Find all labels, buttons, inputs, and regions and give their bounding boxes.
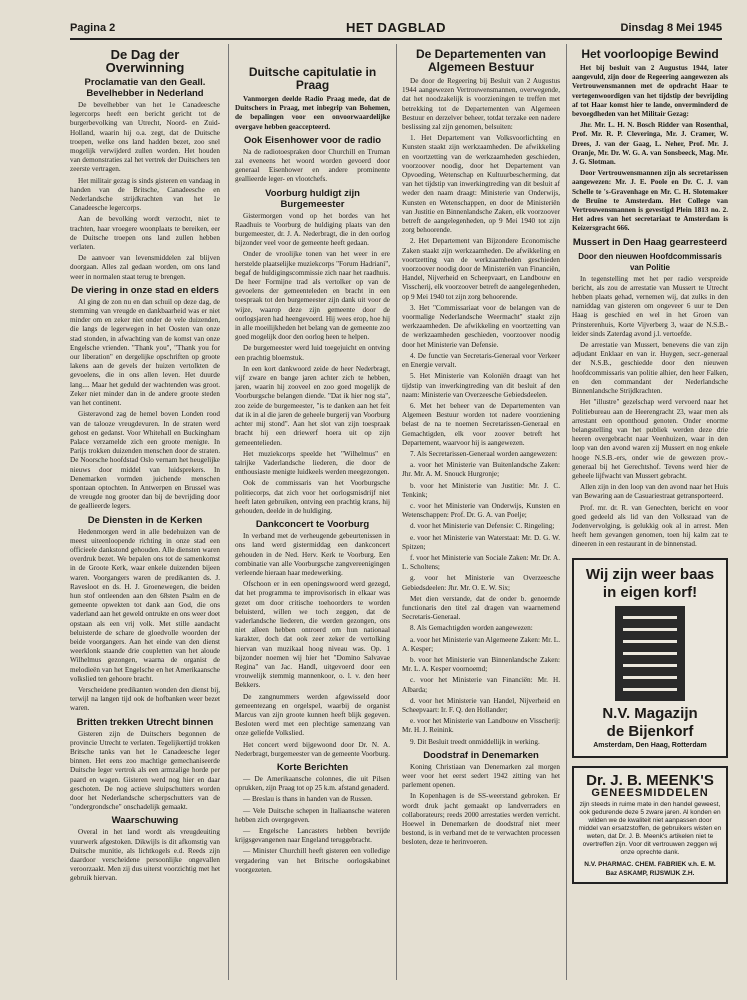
article-paragraph: 1. Het Departement van Volksvoorlichting en Kunsten staakt zijn werkzaamheden. De afwikkeling en voortzetting van de werkzaamheden geschieden, voorzoover noodig, door het Departement van Opvoeding, Wetenschap en Kultuurbescherming, dat van het tijdstip van inwerkingtreding van dit besluit af weder den naam draagt: Ministerie van Onderwijs, Kunsten en Wetenschappen, en door de Ministeriën van Justitie en Binnenlandsche Zaken, elk voorzoover betreft de aangelegenheden, op 9 Mei 1940 tot zijn zorg behoorende. [402,134,560,235]
ad-brand: Dr. J. B. MEENK'S [586,771,714,789]
column-4 [572,44,728,990]
news-item: — De Amerikaansche colonnes, die uit Pilsen oprukken, zijn Praag tot op 25 k.m. afstand genaderd. [235,775,390,793]
newspaper-title: HET DAGBLAD [345,20,447,35]
list-item: f. voor het Ministerie van Sociale Zaken: Mr. Dr. A. L. Scholtens; [402,553,560,572]
column-rule [566,44,567,980]
headline-british-utrecht: Britten trekken Utrecht binnen [76,716,214,728]
article-paragraph: In tegenstelling met het per radio verspreide bericht, als zou de arrestatie van Mussert te Utrecht hebben plaats gehad, vernemen wij, dat zulks in den namiddag van gisteren om ongeveer 6 uur te Den Haag is geschied en wel in het Groen van Prinsterenhuis, Korte Vijverberg 3, waar de N.S.B.-leider sinds Zaterdag avond j.l. vertoefde. [572,274,728,338]
meenk-advertisement [572,766,728,885]
headline-victory-day: De Dag der Overwinning [105,47,185,75]
article-paragraph: Ofschoon er in een openingswoord werd gezegd, dat het programma te improvisorisch in elkaar was gezet om door critische toehoorders te worden beluisterd, willen we toch zeggen, dat de vaderlandsche liederen, die werden gezongen, ons niet alleen hebben ontroerd om hun nationaal karakter, doch dat ook zeer zeker de vertolking hiervan van muzikaal hoog niveau was. Op. 1 bijzonder noemen wij hier het "Domino Salvavae Regina" van Jac. Handl, uitgevoerd door een vrouwelijk stemmig mannenkoor, o. l. v. den heer Bekkers. [235,580,390,690]
headline-voorburg-mayor: Voorburg huldigt zijn Burgemeester [265,187,360,210]
beehive-building-icon [615,606,685,701]
headline-death-penalty-denmark: Doodstraf in Denemarken [423,749,539,761]
list-item: g. voor het Ministerie van Overzeesche Gebiedsdeelen: Jhr. Mr. O. E. W. Six; [402,574,560,592]
ad-company-name-2: de Bijenkorf [606,722,694,740]
article-paragraph: Het "illustre" gezelschap werd vervoerd naar het Politiebureau aan de Heerengracht 23, waar men als arrestant een oponthoud genoten. Onder enorme belangstelling van het publiek werden deze drie heeren overgebracht naar Veenhuizen, waar in den loop van den avond waren zij Mussert en nog enkele hooge N.S.B.-ers, onder wie de gewezen prov.-generaal bij het Gerechtshof. Tevens werd hier de geheele lijfwacht van Mussert gebracht. [572,398,728,480]
article-paragraph: Met dien verstande, dat de onder b. genoemde functionaris den titel zal dragen van waarnemend Secretaris-Generaal. [402,594,560,622]
list-item: b. voor het Ministerie van Justitie: Mr. J. C. Tenkink; [402,481,560,499]
article-paragraph: 2. Het Departement van Bijzondere Economische Zaken staakt zijn werkzaamheden. De afwikkeling en voortzetting van de werkzaamheden geschieden voorzoover noodig door de Ministeriën van Financiën, Handel, Nijverheid en Scheepvaart, en Landbouw en Visscherij, elk voorzoover betreft de aangelegenheden, op 9 Mei 1940 tot zijn zorg behoorende. [402,237,560,301]
masthead [70,20,722,40]
headline-thanks-concert: Dankconcert te Voorburg [255,519,370,531]
column-rule [396,44,397,980]
article-paragraph: De aanvoer van levensmiddelen zal blijven doorgaan. Alles zal gedaan worden, om ons land weer in normalen staat terug te brengen. [70,254,220,281]
article-paragraph: 4. De functie van Secretaris-Generaal voor Verkeer en Energie vervalt. [402,351,560,370]
column-1 [70,44,220,990]
bijenkorf-advertisement [572,558,728,758]
article-paragraph: Onder de vroolijke tonen van het weer in ere herstelde plaatselijke muziekcorps "Forum Hadriani", begaf de huldigingscommissie zich naar het raadhuis. De heer Formijne trad als vertolker op van de gevoelens der gemeenteleden en bracht in een toespraak tot den burgemeester zijn dank uit voor de wijze, waarop deze zijn gemeente door de oorlogsjaren had heengevoerd. Hij wees erop, hoe hij in alle moeilijkheden het belang van de gemeente zoo goed mogelijk door den oorlog heen te helpen. [235,250,390,342]
article-paragraph: De zangnummers werden afgewisseld door gemeentezang en orgelspel, waarbij de organist Marcus van zijn groote kunnen heeft blijk gegeven. Besloten werd met een plechtige samenzang van onze geliefde Volkslied. [235,692,390,738]
article-paragraph: Ook de commissaris van het Voorburgsche politiecorps, dat zich voor het oorlogsmisdrijf niet heeft laten gebruiken, ontving een prachtig krans, hij gehouden, deelde in de huldiging. [235,479,390,515]
ad-slogan-line2: in eigen korf! [602,583,698,601]
article-paragraph: Hedenmorgen werd in alle bedehuizen van de meest uiteenloopende richting in onze stad een officieele dankstond gehouden. Alle diensten waren overdruk bezet. We bepalen ons tot de samenkomst in de Groote Kerk, waar enkele duizenden bijeen waren. Voorgangers waren de predikanten ds. J. Ravesloot en ds. H. J. Groenewegen, die beiden hun stof ontleenden aan den 68sten Psalm en de gemeente opwekten tot dank aan God, die ons vaderland aan het geweld ontrukte en ons weer doet opstaan als een vrij volk. Met stille aandacht beluisterde de schare de gloedvolle woorden der beide voorgangers. Aan het einde van den dienst weerklonk staande drie coupletten van het aloude Wilhelmus gezongen, waarna de organist de melodieën van het Engelsche en het Amerikaansche volkslied ten gehoore bracht. [70,527,220,683]
news-item: — Engelsche Lancasters hebben bevrijde krijgsgevangenen naar Engeland teruggebracht. [235,827,390,845]
news-item: — Breslau is thans in handen van de Russen. [243,795,373,804]
article-paragraph: Gistermorgen vond op het bordes van het Raadhuis te Voorburg de huldiging plaats van den burgemeester, dr. J. A. Nederbragt, die in den oorlog bijzonder veel voor de gemeente heeft gedaan. [235,211,390,248]
article-paragraph: Door Vertrouwensmannen zijn als secretarissen aangewezen: Mr. J. E. Poole en Dr. C. J. van Schelle te 's-Gravenhage en Mr. C. H. Slotemaker de Bruïne te Amsterdam. Het College van Vertrouwensmannen is gevestigd Plein 1813 no. 2. Het adres van het secretariaat te Amsterdam is Keizersgracht 666. [572,169,728,233]
headline-prague-capitulation: Duitsche capitulatie in Praag [248,65,377,92]
article-paragraph: 9. Dit Besluit treedt onmiddellijk in werking. [410,737,540,746]
article-paragraph: Na de radiotoespraken door Churchill en Truman zal eveneens het woord worden gevoerd door generaal Eisenhower en andere prominente geallieerde leger- en vlootchefs. [235,147,390,184]
news-item: — Vele Duitsche schepen in Italiaansche wateren hebben zich overgegeven. [235,806,390,824]
list-item: d. voor het Ministerie van Defensie: C. Ringeling; [410,522,555,531]
article-paragraph: De bevelhebber van het 1e Canadeesche legercorps heeft een bericht gericht tot de burgerbevolking van Utrecht, Noord- en Zuid-Holland, waarin hij o.a. zegt, dat de Duitsche troepen, welke ons land hadden bezet, zoo snel mogelijk verwijderd zullen worden. Het houden van demonstraties zal het vertrek der Duitschers ten zeerste vertragen. [70,101,220,174]
article-paragraph: Jhr. Mr. L. H. N. Bosch Ridder van Rosenthal, Prof. Mr. R. P. Cleveringa, Mr. J. Cramer, W. Drees, J. van der Gaag, L. Neher, Prof. Mr. J. Oranje, Mr. Dr. W. G. A. van Sonsbeeck, Mag. Mr. J. G. Slotman. [572,121,728,167]
list-item: c. voor het Ministerie van Financiën: Mr. H. Albarda; [402,676,560,694]
article-paragraph: De door de Regeering bij Besluit van 2 Augustus 1944 aangewezen Vertrouwensmannen, overwegende, dat het noodzakelijk is voorzieningen te treffen met betrekking tot de Departementen van Algemeen Bestuur en derzelver beheer, totdat terzake een nadere beslissing zal zijn genomen, belsuiten: [402,77,560,132]
list-item: e. voor het Ministerie van Waterstaat: Mr. D. G. W. Spitzen; [402,533,560,551]
column-3 [402,44,560,990]
article-paragraph: Prof. mr. dr. R. van Genechten, bericht en voor goed gedeeld als lid van den Volksraad van de Jodenvervolging, is gelukkig ook al in arrest. Men heeft hem gevangen genomen, toen hij kalm zat te dineeren in een restaurant in de binnenstad. [572,503,728,549]
ad-body: zijn steeds in ruime mate in den handel geweest, ook gedurende deze 5 zware jaren. Al konden en wilden we de kwaliteit niet aanpassen door middel van ersatzstoffen, de gebruikers wisten en weten, dat Dr. J. B. Meenk's artikelen niet te overtreffen zijn. Voor dit vertrouwen zeggen wij onze oprechte dank. [578,800,722,856]
article-paragraph: In een kort dankwoord zeide de heer Nederbragt, vijf zware en bange jaren achter zich te hebben, jaren, waarin hij zooveel en zoo goed mogelijk de Voorburgsche belangen diende. "Dat ik hier nog sta", zoo zeide de burgemeester, "is te danken aan het feit dat ik in al die jaren de geheele burgerij van Voorburg achter mij stond". Aan het slot van zijn toespraak bracht hij een driewerf hoera uit op zijn gemeentelieden. [235,364,390,447]
headline-warning: Waarschuwing [111,815,179,827]
list-item: c. voor het Ministerie van Onderwijs, Kunsten en Wetenschappen: Prof. Dr. G. A. van Poelje; [402,501,560,520]
article-paragraph: De arrestatie van Mussert, benevens die van zijn adjudant Enklaar en van ir. Huygen, secr.-generaal der N.S.B., geschiedde door den nieuwen hoofdcommissaris van politie alhier, den heer Falken, en den commandant der Nederlandsche Binnenlandsche Strijdkrachten. [572,341,728,396]
ad-company-name: N.V. Magazijn [602,704,698,722]
article-paragraph: In verband met de verheugende gebeurtenissen in ons land werd gistermiddag een dankconcert gehouden in de Ned. Herv. Kerk te Voorburg. Een combinatie van alle Voorburgsche zangvereenigingen verleende hieraan haar medewerking. [235,532,390,577]
subheadline-police-commissioner: Door den nieuwen Hoofdcommissaris van Politie [578,251,722,272]
headline-eisenhower: Ook Eisenhower voor de radio [243,134,382,146]
page-number: Pagina 2 [70,22,116,34]
headline-provisional-government: Het voorloopige Bewind [581,47,719,61]
article-paragraph: 3. Het "Commissariaat voor de belangen van de voormalige Nederlandsche Weermacht" staakt zijn werkzaamheden. De afwikkeling en voortzetting van de werkzaamheden geschieden, voorzoover noodig door het Ministerie van Defensie. [402,303,560,349]
list-item: d. voor het Ministerie van Handel, Nijverheid en Scheepvaart: Ir. F. Q. den Hollander; [402,696,560,714]
list-item: b. voor het Ministerie van Binnenlandsche Zaken: Mr. L. A. Kesper voornoemd; [402,655,560,674]
headline-mussert-arrested: Mussert in Den Haag gearresteerd [572,236,728,248]
article-paragraph: Aan de bevolking wordt verzocht, niet te trachten, haar vroegere woonplaats te bereiken, eer de Duitsche troepen ons land zullen hebben verlaten. [70,215,220,252]
headline-proclamation: Proclamatie van den Geall. Bevelhebber in Nederland [84,77,206,99]
article-paragraph: Het concert werd bijgewoond door Dr. N. A. Nederbragt, burgemeester van de gemeente Voorburg. [235,740,390,758]
list-item: a. voor het Ministerie van Algemeene Zaken: Mr. L. A. Kesper; [402,635,560,653]
ad-slogan-line1: Wij zijn weer baas [585,565,715,583]
article-paragraph: Overal in het land wordt als vreugdeuiting vuurwerk afgestoken. Dikwijls is dit afkomstig van Duitsche munitie, als lichtkogels e.d. Reeds zijn daardoor verscheidene persoonlijke ongevallen veroorzaakt. Men zij dus uiterst voorzichtig met het gebruik hiervan. [70,828,220,883]
list-item: a. voor het Ministerie van Buitenlandsche Zaken: Jhr. Mr. A. M. Snouck Hurgronje; [402,461,560,479]
column-rule [228,44,229,980]
ad-locations: Amsterdam, Den Haag, Rotterdam [593,741,707,749]
article-paragraph: 7. Als Secretarissen-Generaal worden aangewezen: [410,449,558,458]
headline-celebration: De viering in onze stad en elders [71,284,219,296]
ad-footer: N.V. PHARMAC. CHEM. FABRIEK v.h. E. M. Baz ASKAMP, RIJSWIJK Z.H. [584,860,716,878]
article-paragraph: 8. Als Gemachtigden worden aangewezen: [410,624,533,633]
headline-departments: De Departementen van Algemeen Bestuur [415,47,547,74]
article-paragraph: Al ging de zon nu en dan schuil op deze dag, de stemming van vreugde en dankbaarheid was er niet minder om en zeker niet onder de vele duizenden, die langs de legerwegen in het Oosten van onze stad stonden, in afwachting van de komst van onze Engelsche vrienden. "Thank you", "Thank you for our liberation" en dergelijke opschriften op groote lakens aan de gevels der huizen vertolkten de gevoelens, die in ons allen leven. Het duurde lang.... Maar het geduld der wachtenden was groot. Zeker niet minder dan in de andere groote steden van het continent. [70,297,220,408]
column-2 [235,44,390,990]
article-paragraph: Het bij besluit van 2 Augustus 1944, later aangevuld, zijn door de Regeering aangewezen als Vertrouwensmannen met de opdracht Haar te vertegenwoordigen van het tijdstip der bevrijding af tot Haar komst hier te lande, onverminderd de bevoegdheden van het Militair Gezag: [572,64,728,119]
article-paragraph: Gisteravond zag de hemel boven Londen rood van de talooze vreugdevuren. In de straten werd gehost en gedanst. Voor Whitehall en Buckingham Palace verzamelde zich een groote menigte. In Parijs trokken duizenden menschen door de straten. De Noorsche hoofdstad Oslo vernam het heugelijke nieuws door middel van luidsprekers. In Denemarken vormden juichende menschen spontaan optochten. In Antwerpen en Brussel was de vreugde nog grooter dan bij de bevrijding door de geallieerde legers. [70,410,220,511]
article-paragraph: 6. Met het beheer van de Departementen van Algemeen Bestuur worden tot nadere voorziening belast de na te noemen Secretarissen-Generaal en Gemachtigden, elk voor zoover betreft het Departement, waarvoor hij is aangewezen. [402,401,560,447]
article-paragraph: 5. Het Ministerie van Koloniën draagt van het tijdstip van inwerkingtreding van dit besluit af den naam: Ministerie van Overzeesche Gebiedsdeelen. [402,372,560,399]
article-paragraph: Het militair gezag is sinds gisteren en vandaag in handen van de Britsche, Canadeesche en Nederlandsche strijdkrachten van het 1e Canadeesche legercorps. [70,176,220,213]
article-paragraph: Koning Christiaan van Denemarken zal morgen weer voor het eerst sedert 1942 zitting van het parlement openen. [402,762,560,790]
issue-date: Dinsdag 8 Mei 1945 [620,22,722,34]
article-paragraph: Gisteren zijn de Duitschers begonnen de provincie Utrecht te verlaten. Tegelijkertijd trokken Britsche tanks van het 1e Canadeesche leger binnen. Het eens zoo machtige gemechaniseerde Duitsche leger vertrok als een armzalige horde per paard en wagen. Gisteren werd nog hier en daar geschoten. De nog actieve sluipschutters worden door het Nederlandsche scherpschutters van de "ondergrondsche" onschadelijk gemaakt. [70,729,220,812]
article-paragraph: In Kopenhagen is de SS-weerstand gebroken. Er wordt druk jacht gemaakt op landverraders en collaborateurs; reeds 2000 arrestaties werden verricht. Hoewel in Denemarken de doodstraf niet meer bestond, is in verband met de te verwachten processen besloten, deze te herinvoeren. [402,792,560,847]
article-paragraph: Verscheidene predikanten wonden den dienst bij, terwijl na langen tijd ook de hofbanken weer bezet waren. [70,685,220,713]
ad-product: GENEESMIDDELEN [591,786,709,799]
article-paragraph: De burgemeester werd luid toegejuicht en ontving een prachtig bloemstuk. [235,344,390,362]
article-lead: Vanmorgen deelde Radio Praag mede, dat de Duitschers in Praag, met inbegrip van Bohemen, de bepalingen voor een onvoorwaardelijke overgave hebben geaccepteerd. [235,95,390,131]
headline-church-services: De Diensten in de Kerken [87,514,203,526]
list-item: e. voor het Ministerie van Landbouw en Visscherij: Mr. H. J. Reinink. [402,717,560,735]
article-paragraph: Het muziekcorps speelde het "Wilhelmus" en talrijke Vaderlandsche liederen, die door de enthousiaste menigte luidkeels werden meegezongen. [235,449,390,477]
article-paragraph: Allen zijn in den loop van den avond naar het Huis van Bewaring aan de Casuariestraat getransporteerd. [572,483,728,501]
news-item: — Minister Churchill heeft gisteren een volledige vergadering van het Britsche oorlogskabinet voorgezeten. [235,847,390,874]
headline-short-news: Korte Berichten [276,762,349,773]
